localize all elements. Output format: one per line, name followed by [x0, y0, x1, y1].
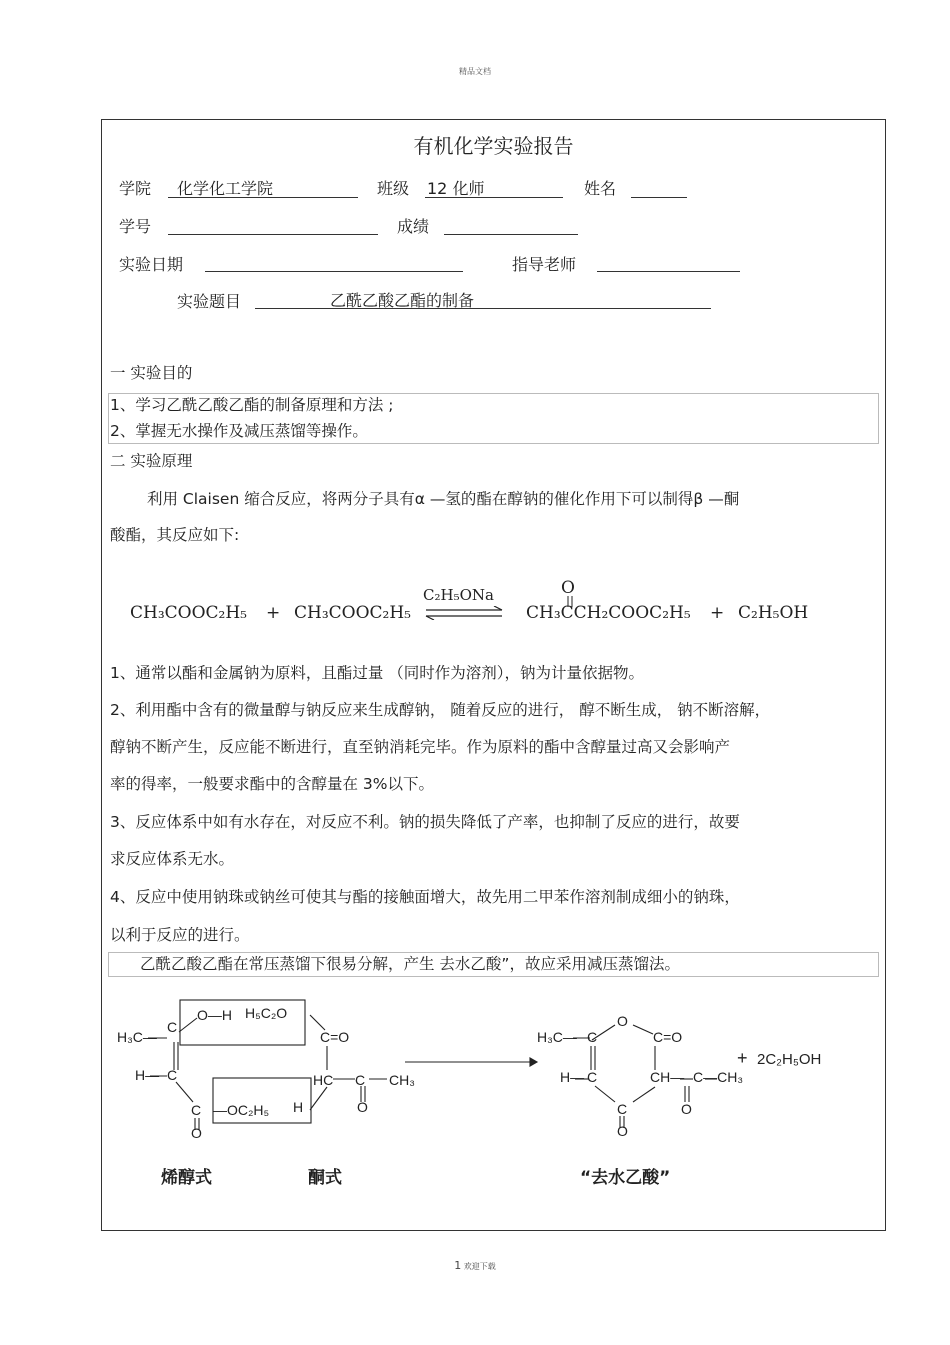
- topic-value: 乙酰乙酸乙酯的制备: [330, 291, 475, 310]
- note-line-3: 醇钠不断产生，反应能不断进行，直至钠消耗完毕。作为原料的酯中含醇量过高又会影响产: [110, 738, 731, 756]
- score-underline: [444, 234, 578, 235]
- name-underline: [631, 197, 687, 198]
- svg-text:O: O: [191, 1125, 202, 1141]
- note-line-1: 1、通常以酯和金属钠为原料，且酯过量 （同时作为溶剂），钠为计量依据物。: [110, 664, 645, 682]
- class-label: 班级: [377, 179, 410, 198]
- college-label: 学院: [119, 179, 152, 198]
- svg-text:O: O: [617, 1123, 628, 1139]
- dehydroacetic-acid-scheme: [105, 990, 875, 1205]
- objective-1: 1、学习乙酰乙酸乙酯的制备原理和方法 ;: [110, 396, 394, 414]
- footer: [0, 1259, 950, 1272]
- plus-sign-2: +: [710, 603, 725, 623]
- note-line-6: 求反应体系无水。: [110, 850, 235, 868]
- principle-line-2: 酸酯，其反应如下:: [110, 526, 240, 544]
- id-underline: [168, 234, 378, 235]
- note-line-5: 3、反应体系中如有水存在，对反应不利。钠的损失降低了产率，也抑制了反应的进行，故要: [110, 813, 740, 831]
- plus-sign-1: +: [266, 603, 281, 623]
- reactant-1: CH₃COOC₂H₅: [130, 603, 247, 623]
- principle-line-1: 利用 Claisen 缩合反应，将两分子具有α —氢的酯在醇钠的催化作用下可以制得β —酮: [147, 490, 740, 508]
- svg-text:O: O: [681, 1101, 692, 1117]
- keto-caption: 酮式: [308, 1168, 342, 1188]
- name-label: 姓名: [584, 179, 617, 198]
- svg-text:C—CH₃: C—CH₃: [693, 1069, 744, 1085]
- enol-caption: 烯醇式: [161, 1168, 212, 1188]
- note-line-7: 4、反应中使用钠珠或钠丝可使其与酯的接触面增大，故先用二甲苯作溶剂制成细小的钠珠，: [110, 888, 740, 906]
- note-line-2: 2、利用酯中含有的微量醇与钠反应来生成醇钠， 随着反应的进行， 醇不断生成， 钠不断溶解，: [110, 701, 771, 719]
- page-number: 1: [454, 1259, 462, 1272]
- svg-text:H₃C—: H₃C—: [537, 1029, 577, 1045]
- product-caption: “去水乙酸”: [580, 1168, 671, 1188]
- reactant-2: CH₃COOC₂H₅: [294, 603, 411, 623]
- note-line-4: 率的得率，一般要求酯中的含醇量在 3%以下。: [110, 775, 435, 793]
- equilibrium-arrow: [424, 606, 504, 620]
- svg-text:O: O: [357, 1099, 368, 1115]
- svg-text:C: C: [355, 1072, 366, 1088]
- note-line-8: 以利于反应的进行。: [110, 926, 250, 944]
- svg-text:—OC₂H₅: —OC₂H₅: [213, 1102, 270, 1118]
- footer-text: 欢迎下载: [463, 1262, 496, 1271]
- svg-text:H₃C—: H₃C—: [117, 1029, 157, 1045]
- carbonyl-oxygen: O: [561, 578, 575, 598]
- svg-text:H₅C₂O: H₅C₂O: [245, 1005, 288, 1021]
- college-underline: [168, 197, 358, 198]
- date-underline: [205, 271, 463, 272]
- teacher-label: 指导老师: [512, 255, 577, 274]
- page-title: 有机化学实验报告: [413, 134, 574, 158]
- header-note: 精品文档: [459, 67, 491, 76]
- product-2: C₂H₅OH: [738, 603, 809, 623]
- svg-text:HC: HC: [313, 1072, 334, 1088]
- svg-text:C: C: [167, 1019, 178, 1035]
- svg-text:C: C: [617, 1101, 628, 1117]
- id-label: 学号: [119, 217, 152, 236]
- svg-text:CH—: CH—: [650, 1069, 685, 1085]
- svg-text:H—: H—: [135, 1067, 160, 1083]
- topic-label: 实验题目: [177, 292, 242, 311]
- date-label: 实验日期: [119, 255, 184, 274]
- product-1: CH₃CCH₂COOC₂H₅: [526, 603, 691, 623]
- scheme-plus: +: [737, 1048, 748, 1068]
- svg-text:C: C: [587, 1029, 598, 1045]
- svg-text:O—H: O—H: [197, 1007, 232, 1023]
- score-label: 成绩: [397, 217, 430, 236]
- teacher-underline: [597, 271, 740, 272]
- section2-heading: 二 实验原理: [110, 452, 193, 470]
- catalyst-label: C₂H₅ONa: [423, 586, 494, 604]
- svg-text:C=O: C=O: [320, 1029, 350, 1045]
- svg-text:C: C: [191, 1102, 202, 1118]
- svg-text:CH₃: CH₃: [389, 1072, 415, 1088]
- svg-text:C=O: C=O: [653, 1029, 683, 1045]
- boxed-note: 乙酰乙酸乙酯在常压蒸馏下很易分解，产生 去水乙酸”，故应采用减压蒸馏法。: [140, 955, 680, 973]
- svg-text:C: C: [587, 1069, 598, 1085]
- objective-2: 2、掌握无水操作及减压蒸馏等操作。: [110, 422, 368, 440]
- college-value: 化学化工学院: [177, 179, 274, 198]
- svg-text:O: O: [617, 1013, 628, 1029]
- class-value: 12 化师: [427, 179, 485, 198]
- topic-underline: [255, 308, 711, 309]
- section1-heading: 一 实验目的: [110, 364, 193, 382]
- svg-text:C: C: [167, 1067, 178, 1083]
- svg-text:H—: H—: [560, 1069, 585, 1085]
- svg-text:H: H: [293, 1099, 304, 1115]
- class-underline: [425, 197, 563, 198]
- byproduct-label: 2C₂H₅OH: [757, 1051, 822, 1068]
